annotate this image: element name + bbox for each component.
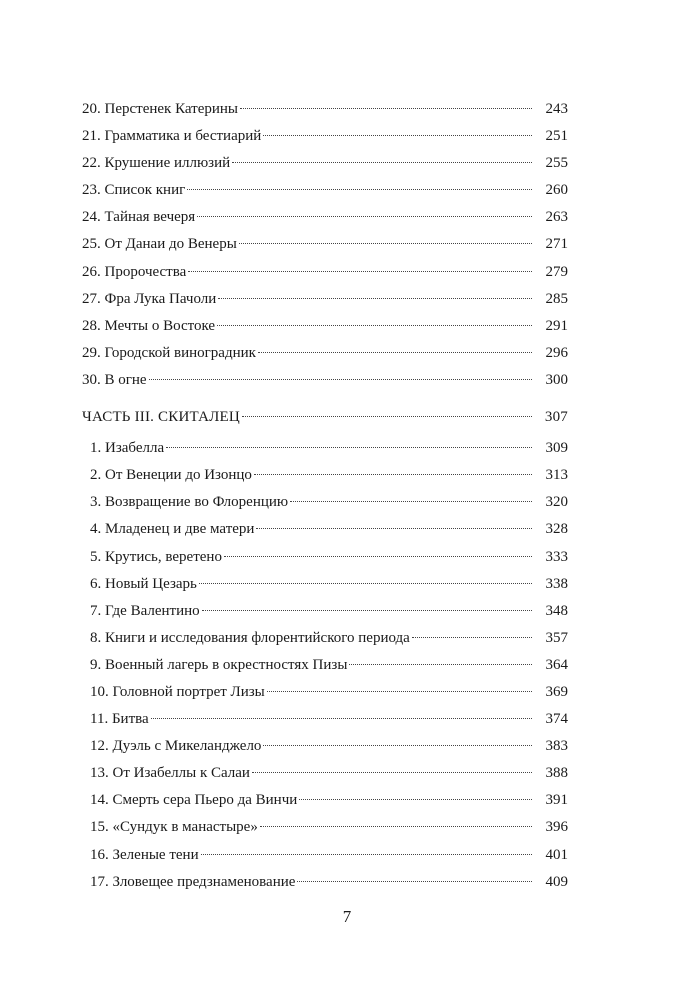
toc-entry-title: 22. Крушение иллюзий (82, 155, 231, 172)
dot-leader (297, 881, 532, 882)
toc-entry-page: 309 (545, 440, 568, 457)
toc-entry[interactable] (82, 435, 568, 462)
toc-entry-page: 313 (545, 467, 568, 484)
toc-entry[interactable] (82, 652, 568, 679)
dot-leader (242, 416, 532, 417)
toc-entry-title: 11. Битва (90, 711, 149, 728)
toc-entry-title: 24. Тайная вечеря (82, 209, 196, 226)
dot-leader (218, 298, 532, 299)
toc-entry-page: 285 (545, 290, 568, 307)
dot-leader (239, 243, 532, 244)
toc-entry-title: 23. Список книг (82, 182, 186, 199)
toc-entry-page: 243 (545, 101, 568, 117)
toc-entry-title: 17. Зловещее предзнаменование (90, 873, 296, 890)
toc-entry-page: 374 (545, 711, 568, 728)
dot-leader (240, 108, 532, 109)
toc-entry[interactable] (82, 96, 568, 123)
toc-entry-page: 263 (545, 209, 568, 226)
toc-entry-title: 7. Где Валентино (90, 602, 200, 619)
toc-entry-page: 255 (545, 155, 568, 172)
toc-entry[interactable] (82, 489, 568, 516)
dot-leader (263, 135, 532, 136)
dot-leader (349, 664, 532, 665)
toc-entry-page: 251 (545, 128, 568, 145)
toc-entry[interactable] (82, 733, 568, 760)
toc-entry-page: 328 (545, 521, 568, 538)
dot-leader (188, 271, 532, 272)
toc-entry[interactable] (82, 571, 568, 598)
toc-entry-page: 396 (545, 819, 568, 836)
dot-leader (197, 216, 532, 217)
dot-leader (258, 352, 532, 353)
toc-entry[interactable] (82, 462, 568, 489)
toc-entry[interactable] (82, 787, 568, 814)
toc-entry[interactable] (82, 625, 568, 652)
toc-entry-page: 348 (545, 602, 568, 619)
toc-entry-page: 296 (545, 344, 568, 361)
toc-entry-page: 271 (545, 236, 568, 253)
toc-entry-page: 364 (545, 656, 568, 673)
dot-leader (412, 637, 532, 638)
toc-entry-title: 8. Книги и исследования флорентийского периода (90, 629, 410, 646)
toc-entry[interactable] (82, 869, 568, 896)
dot-leader (199, 583, 532, 584)
toc-entry-title: 30. В огне (82, 371, 147, 388)
toc-entry[interactable] (82, 679, 568, 706)
dot-leader (232, 162, 532, 163)
toc-entry-page: 383 (545, 738, 568, 755)
toc-entry-title: 29. Городской виноградник (82, 344, 256, 361)
toc-entry-title: 14. Смерть сера Пьеро да Винчи (90, 792, 298, 809)
dot-leader (217, 325, 532, 326)
dot-leader (252, 772, 532, 773)
dot-leader (224, 556, 532, 557)
dot-leader (263, 745, 532, 746)
toc-entry-page: 388 (545, 765, 568, 782)
toc-entry-title: 3. Возвращение во Флоренцию (90, 494, 289, 511)
toc-entry[interactable] (82, 706, 568, 733)
toc-entry-title: 26. Пророчества (82, 263, 187, 280)
toc-chapters-part-two (82, 96, 568, 394)
toc-entry[interactable] (82, 516, 568, 543)
toc-entry[interactable] (82, 231, 568, 258)
toc-entry[interactable] (82, 340, 568, 367)
toc-entry-title: 2. От Венеции до Изонцо (90, 467, 252, 484)
dot-leader (254, 474, 532, 475)
toc-entry-page: 320 (545, 494, 568, 511)
toc-entry-page: 357 (545, 629, 568, 646)
toc-entry-title: 12. Дуэль с Микеланджело (90, 738, 262, 755)
table-of-contents (82, 96, 568, 896)
toc-entry-title: 4. Младенец и две матери (90, 521, 255, 538)
toc-entry-title: 10. Головной портрет Лизы (90, 683, 265, 700)
dot-leader (260, 826, 532, 827)
dot-leader (202, 610, 532, 611)
toc-entry-title: 15. «Сундук в манастыре» (90, 819, 258, 836)
toc-entry[interactable] (82, 150, 568, 177)
toc-entry-page: 279 (545, 263, 568, 280)
toc-entry[interactable] (82, 177, 568, 204)
toc-entry-title: 28. Мечты о Востоке (82, 317, 216, 334)
toc-entry-page: 333 (545, 548, 568, 565)
dot-leader (299, 799, 532, 800)
toc-entry-page: 338 (545, 575, 568, 592)
toc-entry[interactable] (82, 544, 568, 571)
part-page-number: 307 (544, 409, 568, 426)
dot-leader (149, 379, 532, 380)
toc-entry[interactable] (82, 814, 568, 841)
toc-entry[interactable] (82, 259, 568, 286)
toc-chapters-part-three (82, 435, 568, 896)
toc-entry[interactable] (82, 313, 568, 340)
dot-leader (267, 691, 532, 692)
toc-entry-title: 5. Крутись, веретено (90, 548, 222, 565)
toc-entry-page: 391 (545, 792, 568, 809)
toc-entry[interactable] (82, 204, 568, 231)
toc-entry-page: 291 (545, 317, 568, 334)
toc-entry[interactable] (82, 286, 568, 313)
toc-entry[interactable] (82, 367, 568, 394)
toc-entry-title: 13. От Изабеллы к Салаи (90, 765, 250, 782)
toc-entry-page: 401 (545, 846, 568, 863)
toc-entry-page: 260 (545, 182, 568, 199)
toc-entry[interactable] (82, 760, 568, 787)
toc-entry[interactable] (82, 598, 568, 625)
toc-entry-title: 27. Фра Лука Пачоли (82, 290, 217, 307)
toc-entry-title: 16. Зеленые тени (90, 846, 199, 863)
toc-entry-page: 369 (545, 683, 568, 700)
dot-leader (187, 189, 532, 190)
toc-entry[interactable] (82, 842, 568, 869)
toc-entry-title: 20. Перстенек Катерины (82, 101, 239, 117)
dot-leader (151, 718, 532, 719)
dot-leader (166, 447, 532, 448)
toc-entry-page: 409 (545, 873, 568, 890)
dot-leader (290, 501, 532, 502)
toc-entry-title: 25. От Данаи до Венеры (82, 236, 237, 253)
toc-entry-title: 6. Новый Цезарь (90, 575, 197, 592)
page-number: 7 (342, 907, 352, 926)
toc-entry[interactable] (82, 123, 568, 150)
toc-entry-title: 9. Военный лагерь в окрестностях Пизы (90, 656, 348, 673)
toc-part-heading[interactable] (82, 404, 568, 431)
dot-leader (201, 854, 532, 855)
toc-entry-title: 21. Грамматика и бестиарий (82, 128, 262, 145)
toc-entry-title: 1. Изабелла (90, 440, 165, 457)
toc-entry-page: 300 (545, 371, 568, 388)
dot-leader (256, 528, 532, 529)
part-title: ЧАСТЬ III. СКИТАЛЕЦ (82, 409, 240, 426)
